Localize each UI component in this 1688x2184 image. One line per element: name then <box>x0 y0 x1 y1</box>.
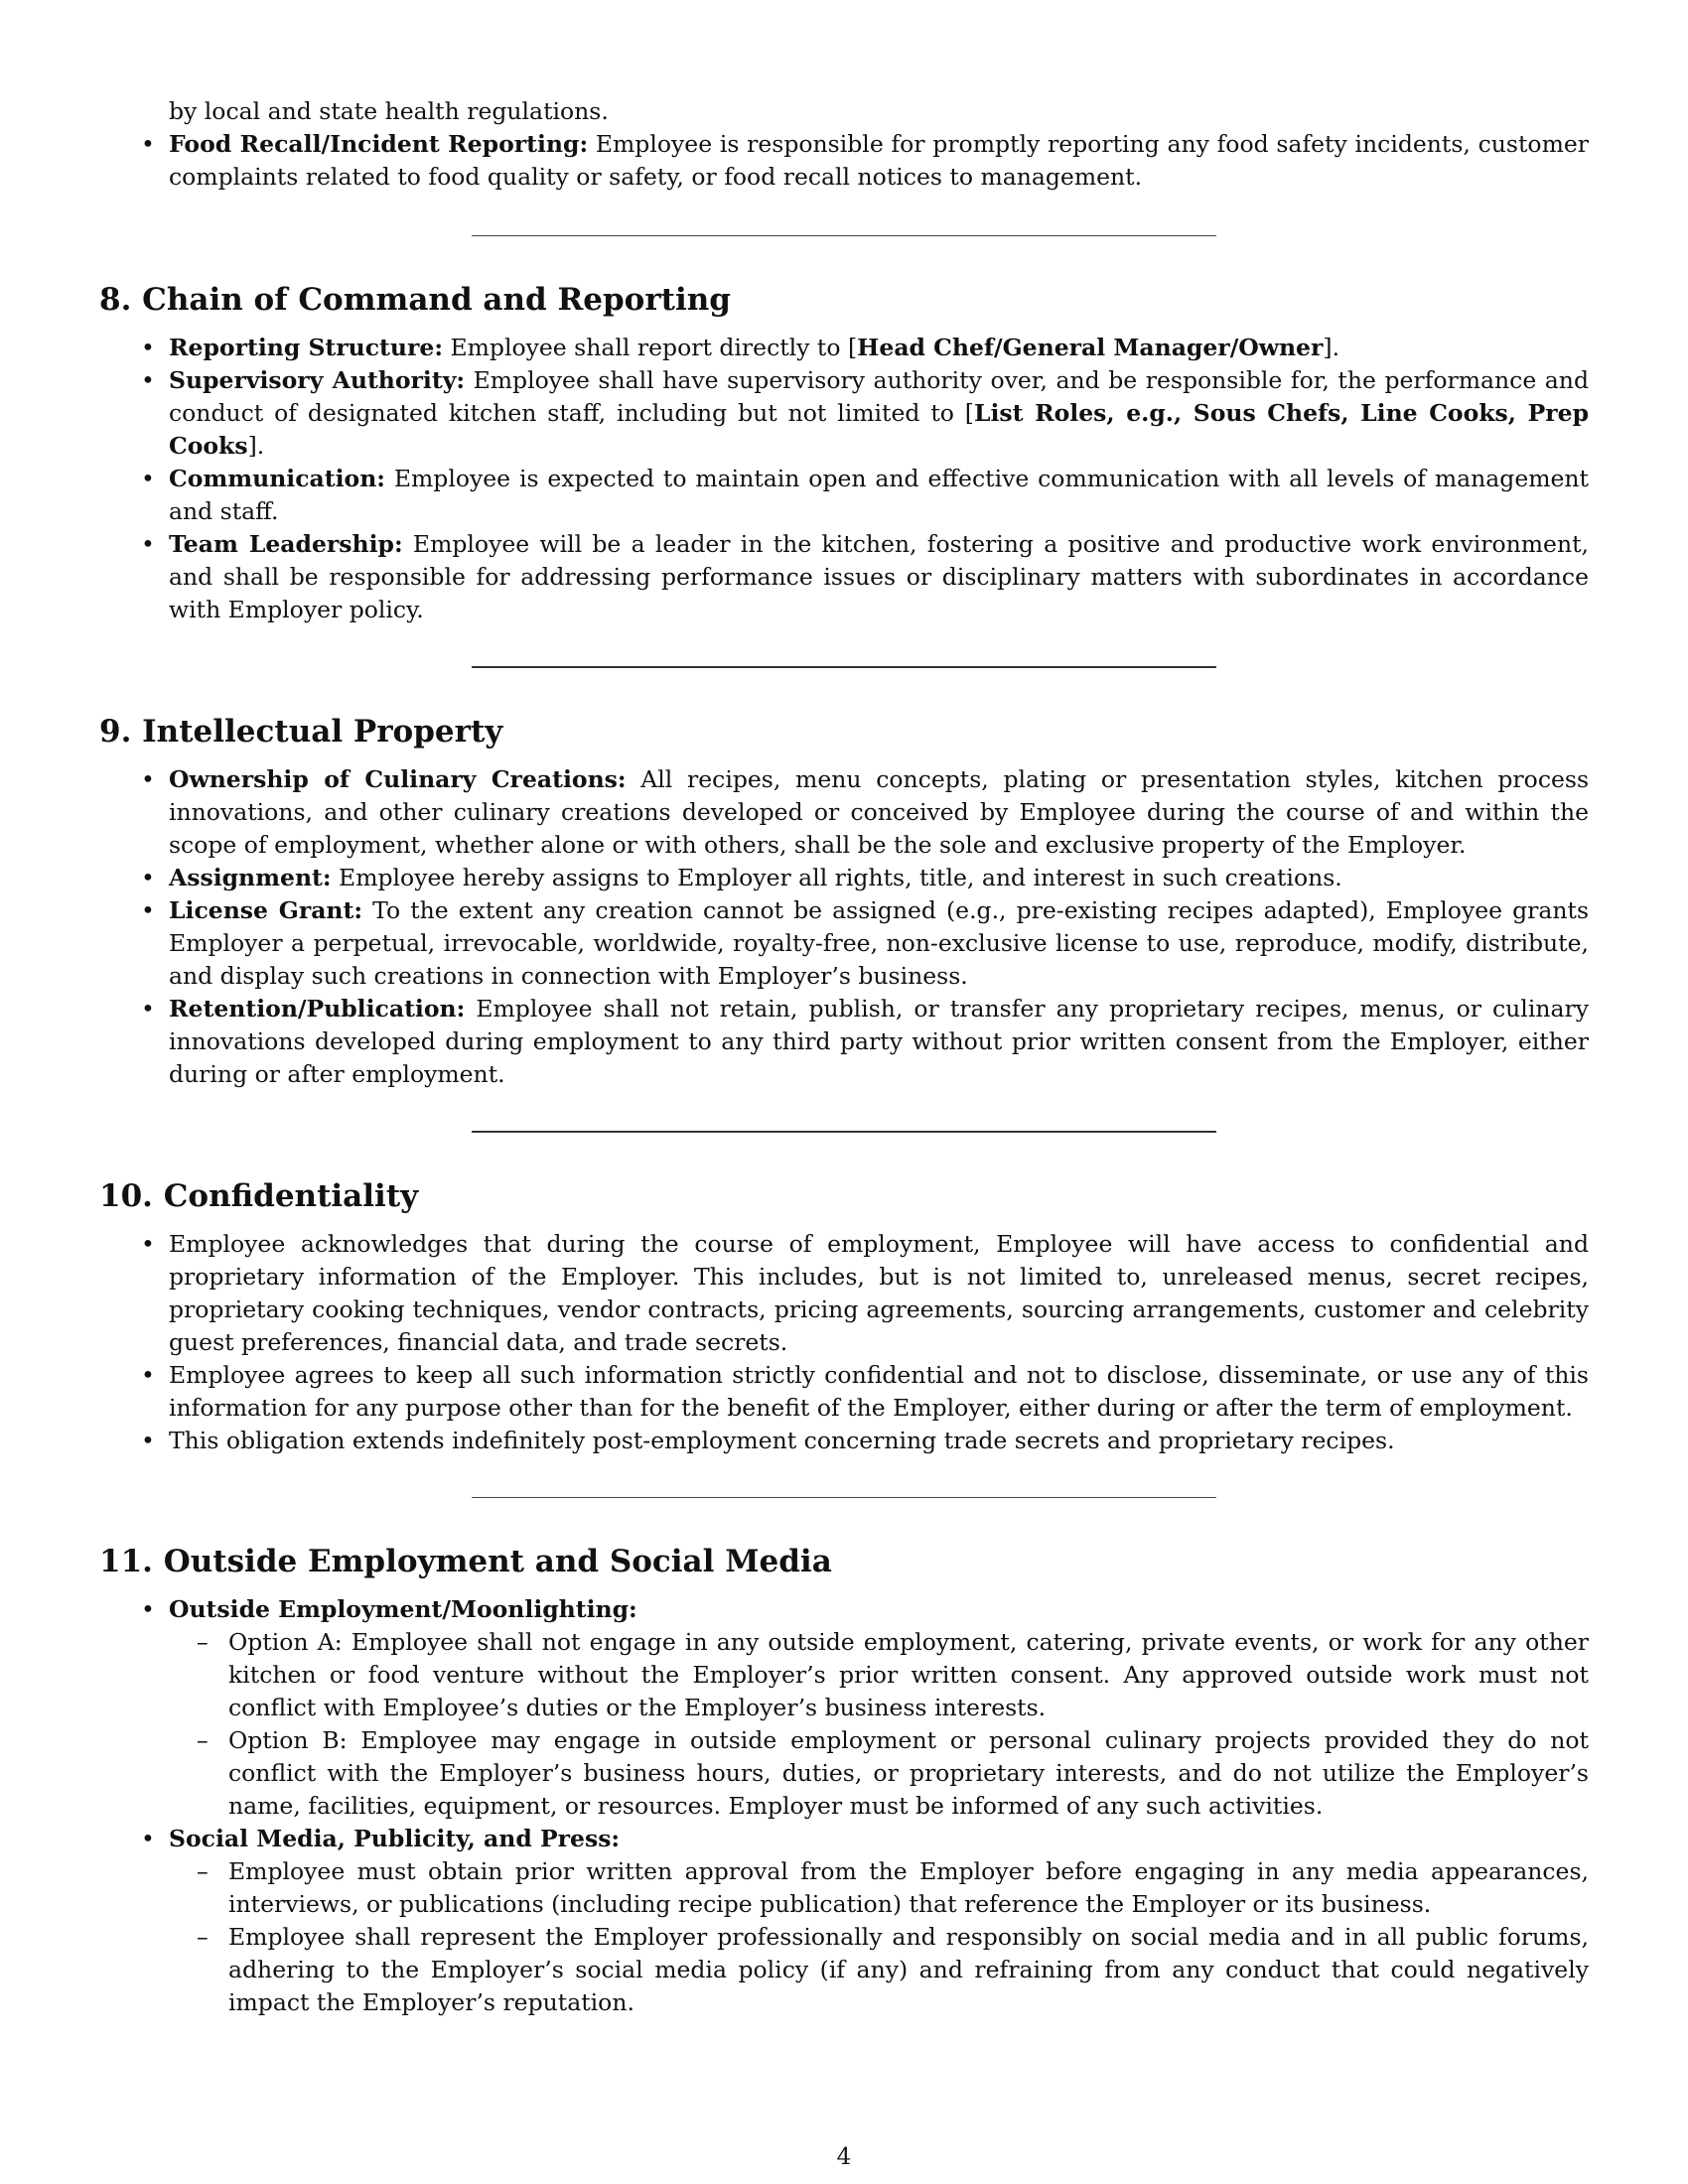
section-10-list <box>99 1228 1589 1457</box>
list-item: • Communication: Employee is expected to maintain open and effective communication with all levels of management and staff. <box>99 463 1589 528</box>
list-item: • Team Leadership: Employee will be a leader in the kitchen, fostering a positive and productive work environment, and shall be responsible for addressing performance issues or disciplinary matters with subordinates in accordance with Employer policy. <box>99 528 1589 626</box>
list-item: • Ownership of Culinary Creations: All recipes, menu concepts, plating or presentation styles, kitchen process innovations, and other culinary creations developed or conceived by Employee during the course of and within the scope of employment, whether alone or with others, shall be the sole and exclusive property of the Employer. <box>99 763 1589 862</box>
sub-list <box>169 1626 1589 1823</box>
food-safety-list <box>99 128 1589 194</box>
sub-list <box>169 1855 1589 2019</box>
list-item: • Employee acknowledges that during the course of employment, Employee will have access to confidential and proprietary information of the Employer. This includes, but is not limited to, unreleased menus, secret recipes, proprietary cooking techniques, vendor contracts, pricing agreements, sourcing arrangements, customer and celebrity guest preferences, financial data, and trade secrets. <box>99 1228 1589 1359</box>
page-content <box>99 95 1589 2019</box>
sub-list-item: – Option B: Employee may engage in outside employment or personal culinary projects provided they do not conflict with the Employer’s business hours, duties, or proprietary interests, and do not utilize the Employer’s name, facilities, equipment, or resources. Employer must be informed of any such activities. <box>169 1724 1589 1823</box>
list-item: • This obligation extends indefinitely post-employment concerning trade secrets and proprietary recipes. <box>99 1425 1589 1457</box>
continued-text: by local and state health regulations. <box>169 97 609 125</box>
list-item: • Food Recall/Incident Reporting: Employee is responsible for promptly reporting any food safety incidents, customer complaints related to food quality or safety, or food recall notices to management. <box>99 128 1589 194</box>
sub-list-item: – Employee must obtain prior written approval from the Employer before engaging in any media appearances, interviews, or publications (including recipe publication) that reference the Employer or its business. <box>169 1855 1589 1921</box>
item-label: Food Recall/Incident Reporting: <box>169 130 589 158</box>
list-item: • Supervisory Authority: Employee shall have supervisory authority over, and be responsible for, the performance and conduct of designated kitchen staff, including but not limited to [List Roles, e.g., Sous Chefs, Line Cooks, Prep Cooks]. <box>99 364 1589 463</box>
list-item: • Outside Employment/Moonlighting: – Option A: Employee shall not engage in any outside employment, catering, private events, or work for any other kitchen or food venture without the Employer’s prior written consent. Any approved outside work must not conflict with Employee’s duties or the Employer’s business interests. – Option B: Employee may engage in outside employment or personal culinary projects provided they do not conflict with the Employer’s business hours, duties, or proprietary interests, and do not utilize the Employer’s name, facilities, equipment, or resources. Employer must be informed of any such activities. <box>99 1593 1589 1823</box>
page-number: 4 <box>836 2144 852 2170</box>
section-11-list <box>99 1593 1589 2019</box>
section-heading-11: 11. Outside Employment and Social Media <box>99 1544 832 1579</box>
list-item: • Assignment: Employee hereby assigns to Employer all rights, title, and interest in such creations. <box>99 862 1589 894</box>
sub-list-item: – Option A: Employee shall not engage in any outside employment, catering, private events, or work for any other kitchen or food venture without the Employer’s prior written consent. Any approved outside work must not conflict with Employee’s duties or the Employer’s business interests. <box>169 1626 1589 1724</box>
list-item: • License Grant: To the extent any creation cannot be assigned (e.g., pre-existing recipes adapted), Employee grants Employer a perpetual, irrevocable, worldwide, royalty-free, non-exclusive license to use, reproduce, modify, distribute, and display such creations in connection with Employer’s business. <box>99 894 1589 993</box>
list-item: • Reporting Structure: Employee shall report directly to [Head Chef/General Manager/Owner]. <box>99 332 1589 364</box>
section-heading-9: 9. Intellectual Property <box>99 714 503 750</box>
sub-list-item: – Employee shall represent the Employer professionally and responsibly on social media and in all public forums, adhering to the Employer’s social media policy (if any) and refraining from any conduct that could negatively impact the Employer’s reputation. <box>169 1921 1589 2019</box>
list-item: • Social Media, Publicity, and Press: – Employee must obtain prior written approval from the Employer before engaging in any media appearances, interviews, or publications (including recipe publication) that reference the Employer or its business. – Employee shall represent the Employer professionally and responsibly on social media and in all public forums, adhering to the Employer’s social media policy (if any) and refraining from any conduct that could negatively impact the Employer’s reputation. <box>99 1823 1589 2019</box>
section-9-list <box>99 763 1589 1091</box>
section-8-list <box>99 332 1589 626</box>
section-heading-8: 8. Chain of Command and Reporting <box>99 282 731 318</box>
list-item: • Retention/Publication: Employee shall not retain, publish, or transfer any proprietary recipes, menus, or culinary innovations developed during employment to any third party without prior written consent from the Employer, either during or after employment. <box>99 993 1589 1091</box>
section-heading-10: 10. Confidentiality <box>99 1178 419 1214</box>
list-item: • Employee agrees to keep all such information strictly confidential and not to disclose, disseminate, or use any of this information for any purpose other than for the benefit of the Employer, either during or after the term of employment. <box>99 1359 1589 1425</box>
